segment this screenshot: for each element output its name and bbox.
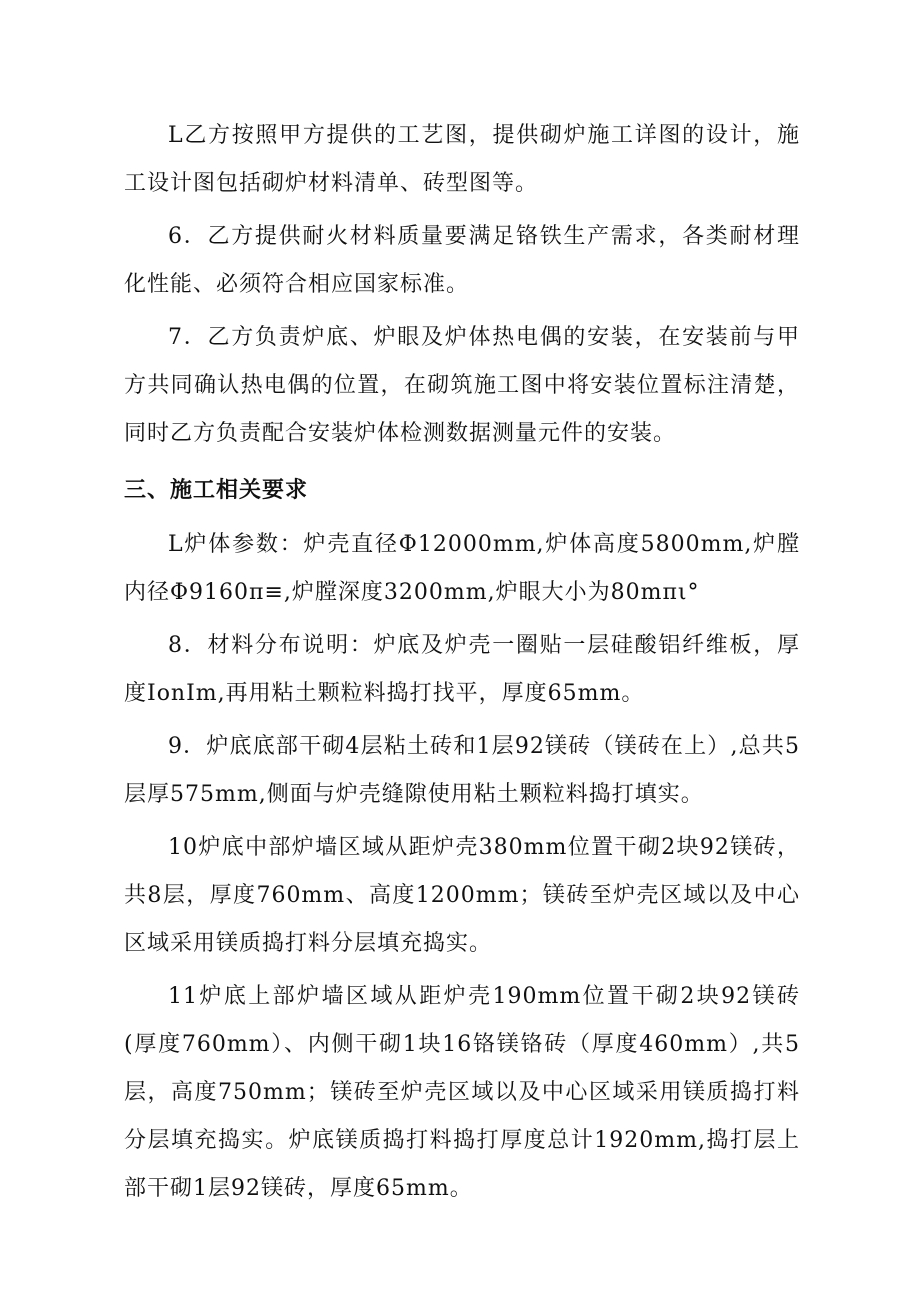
paragraph-material-distribution: 8．材料分布说明：炉底及炉壳一圈贴一层硅酸铝纤维板，厚度IonIm,再用粘土颗粒料捣打找平，厚度65mm。 [124,633,800,706]
paragraph-refractory-quality: 6．乙方提供耐火材料质量要满足铬铁生产需求，各类耐材理化性能、必须符合相应国家标准。 [124,224,800,297]
paragraph-thermocouple-install: 7．乙方负责炉底、炉眼及炉体热电偶的安装，在安装前与甲方共同确认热电偶的位置，在砌筑施工图中将安装位置标注清楚，同时乙方负责配合安装炉体检测数据测量元件的安装。 [124,325,800,446]
section-heading: 三、施工相关要求 [124,478,309,503]
paragraph-design-drawings: L乙方按照甲方提供的工艺图，提供砌炉施工详图的设计，施工设计图包括砌炉材料清单、砖型图等。 [124,123,800,196]
paragraph-bottom-layers: 9．炉底底部干砌4层粘土砖和1层92镁砖（镁砖在上）,总共5层厚575mm,侧面与炉壳缝隙使用粘土颗粒料捣打填实。 [124,734,800,807]
paragraph-middle-wall: 10炉底中部炉墙区域从距炉壳380mm位置干砌2块92镁砖，共8层，厚度760mm、高度1200mm；镁砖至炉壳区域以及中心区域采用镁质捣打料分层填充捣实。 [124,835,800,956]
paragraph-upper-wall: 11炉底上部炉墙区域从距炉壳190mm位置干砌2块92镁砖(厚度760mm）、内侧干砌1块16铬镁铬砖（厚度460mm）,共5层，高度750mm；镁砖至炉壳区域以及中心区域采用镁质捣打料分层填充捣实。炉底镁质捣打料捣打厚度总计1920mm,捣打层上部干砌1层92镁砖，厚度65mm。 [124,984,800,1201]
document-body [124,112,800,1213]
paragraph-furnace-parameters: L炉体参数：炉壳直径Φ12000mm,炉体高度5800mm,炉膛内径Φ9160π≡,炉膛深度3200mm,炉眼大小为80mπι° [124,532,800,605]
